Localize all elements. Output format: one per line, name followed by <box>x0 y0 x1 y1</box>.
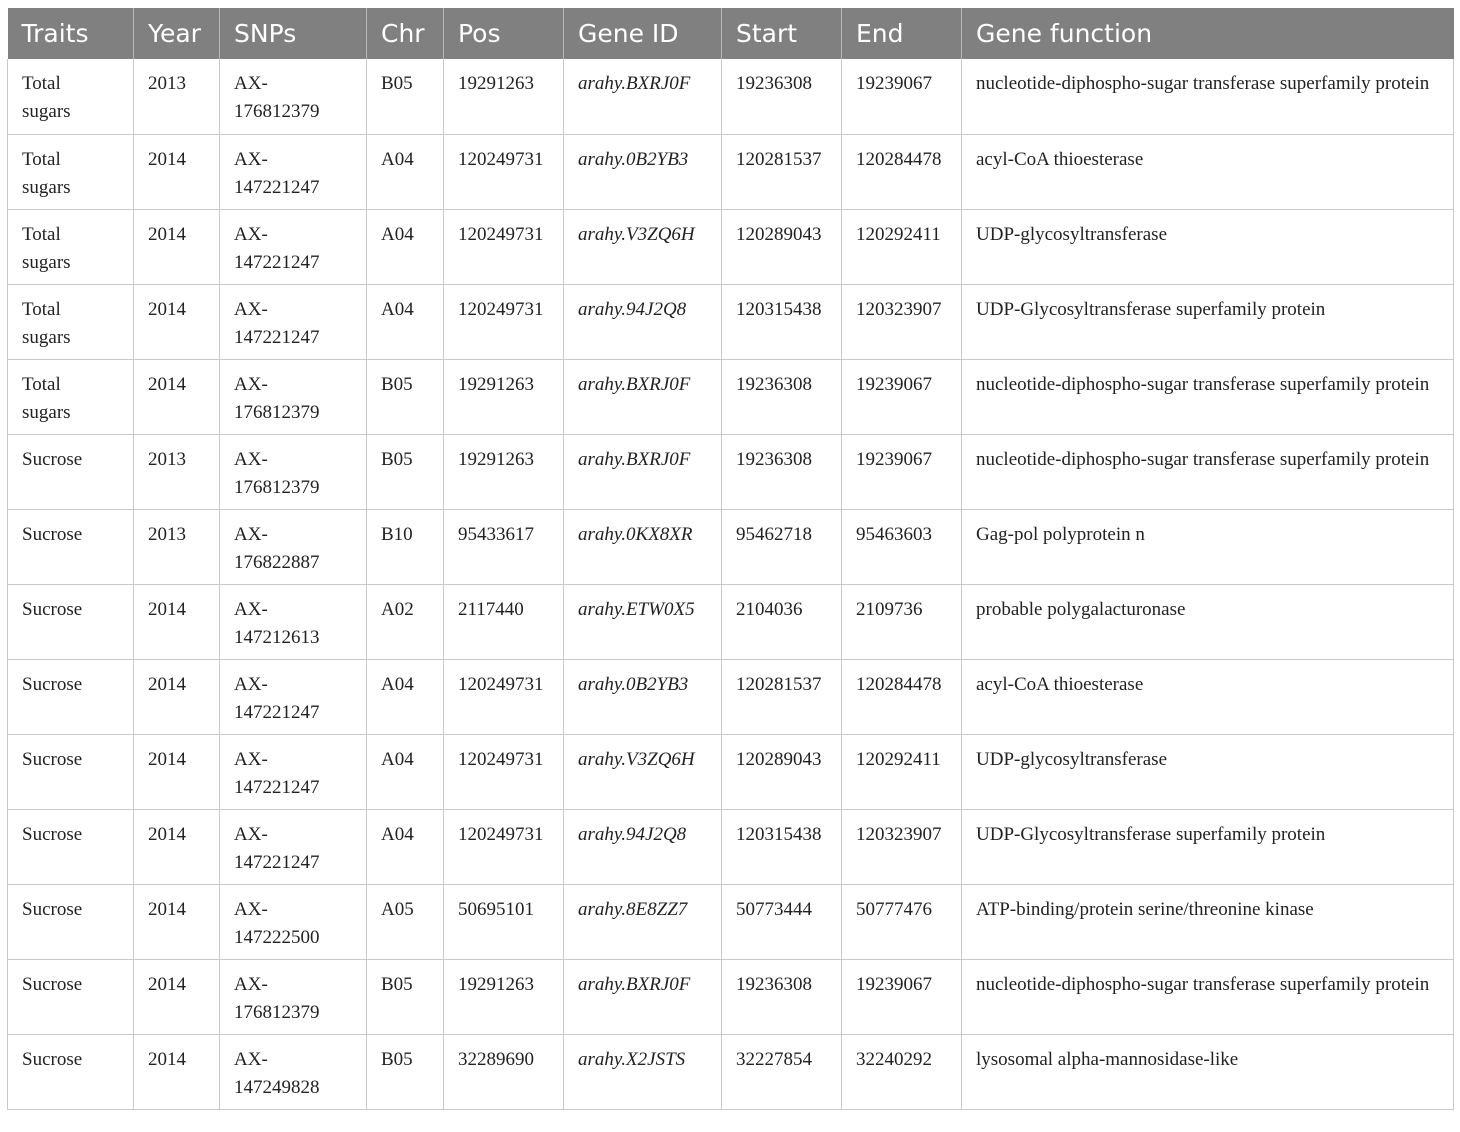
cell-start: 19236308 <box>722 359 842 434</box>
cell-snps: AX-147221247 <box>220 209 367 284</box>
table-row <box>8 1034 1454 1109</box>
cell-gene-id: arahy.X2JSTS <box>564 1034 722 1109</box>
column-header-year: Year <box>134 8 220 59</box>
cell-end: 120284478 <box>842 134 962 209</box>
cell-traits: Total sugars <box>8 284 134 359</box>
table-row <box>8 59 1454 134</box>
cell-start: 2104036 <box>722 584 842 659</box>
cell-chr: A04 <box>367 209 444 284</box>
cell-chr: A04 <box>367 134 444 209</box>
cell-end: 32240292 <box>842 1034 962 1109</box>
cell-snps: AX-147212613 <box>220 584 367 659</box>
cell-traits: Sucrose <box>8 884 134 959</box>
cell-gene-id: arahy.BXRJ0F <box>564 959 722 1034</box>
cell-chr: B05 <box>367 59 444 134</box>
cell-chr: A05 <box>367 884 444 959</box>
cell-start: 95462718 <box>722 509 842 584</box>
cell-pos: 32289690 <box>444 1034 564 1109</box>
cell-traits: Sucrose <box>8 659 134 734</box>
column-header-chr: Chr <box>367 8 444 59</box>
cell-pos: 120249731 <box>444 659 564 734</box>
cell-year: 2014 <box>134 659 220 734</box>
cell-start: 19236308 <box>722 59 842 134</box>
cell-pos: 50695101 <box>444 884 564 959</box>
cell-traits: Sucrose <box>8 734 134 809</box>
column-header-gene-id: Gene ID <box>564 8 722 59</box>
cell-end: 2109736 <box>842 584 962 659</box>
cell-end: 19239067 <box>842 959 962 1034</box>
cell-chr: A04 <box>367 659 444 734</box>
cell-start: 19236308 <box>722 434 842 509</box>
cell-end: 120292411 <box>842 734 962 809</box>
cell-start: 120281537 <box>722 134 842 209</box>
cell-gene-function: acyl-CoA thioesterase <box>962 659 1454 734</box>
cell-snps: AX-176812379 <box>220 359 367 434</box>
cell-gene-function: UDP-Glycosyltransferase superfamily protein <box>962 809 1454 884</box>
cell-gene-id: arahy.94J2Q8 <box>564 284 722 359</box>
cell-snps: AX-176812379 <box>220 59 367 134</box>
table-header <box>8 8 1454 59</box>
table-row <box>8 284 1454 359</box>
cell-chr: A04 <box>367 809 444 884</box>
cell-chr: A04 <box>367 734 444 809</box>
cell-gene-id: arahy.V3ZQ6H <box>564 734 722 809</box>
cell-gene-id: arahy.94J2Q8 <box>564 809 722 884</box>
column-header-snps: SNPs <box>220 8 367 59</box>
cell-year: 2014 <box>134 1034 220 1109</box>
cell-gene-id: arahy.0B2YB3 <box>564 659 722 734</box>
cell-year: 2014 <box>134 359 220 434</box>
cell-end: 50777476 <box>842 884 962 959</box>
cell-gene-id: arahy.ETW0X5 <box>564 584 722 659</box>
cell-chr: B05 <box>367 434 444 509</box>
cell-end: 19239067 <box>842 359 962 434</box>
cell-snps: AX-176812379 <box>220 959 367 1034</box>
cell-pos: 95433617 <box>444 509 564 584</box>
cell-traits: Sucrose <box>8 434 134 509</box>
cell-year: 2013 <box>134 434 220 509</box>
cell-year: 2014 <box>134 209 220 284</box>
cell-pos: 120249731 <box>444 284 564 359</box>
cell-year: 2014 <box>134 959 220 1034</box>
table-row <box>8 134 1454 209</box>
cell-year: 2014 <box>134 734 220 809</box>
table-row <box>8 959 1454 1034</box>
cell-start: 120315438 <box>722 809 842 884</box>
cell-end: 19239067 <box>842 59 962 134</box>
cell-snps: AX-176822887 <box>220 509 367 584</box>
table-row <box>8 809 1454 884</box>
cell-snps: AX-147221247 <box>220 659 367 734</box>
cell-snps: AX-147221247 <box>220 734 367 809</box>
cell-pos: 120249731 <box>444 734 564 809</box>
cell-chr: B10 <box>367 509 444 584</box>
header-row <box>8 8 1454 59</box>
cell-year: 2014 <box>134 584 220 659</box>
column-header-gene-function: Gene function <box>962 8 1454 59</box>
cell-traits: Total sugars <box>8 59 134 134</box>
cell-gene-id: arahy.BXRJ0F <box>564 59 722 134</box>
cell-traits: Total sugars <box>8 359 134 434</box>
cell-year: 2014 <box>134 134 220 209</box>
cell-snps: AX-147222500 <box>220 884 367 959</box>
cell-pos: 19291263 <box>444 434 564 509</box>
gene-table <box>7 8 1454 1110</box>
table-row <box>8 509 1454 584</box>
cell-end: 95463603 <box>842 509 962 584</box>
cell-gene-id: arahy.V3ZQ6H <box>564 209 722 284</box>
cell-snps: AX-147249828 <box>220 1034 367 1109</box>
cell-year: 2013 <box>134 509 220 584</box>
table-body <box>8 59 1454 1109</box>
table-row <box>8 734 1454 809</box>
cell-chr: B05 <box>367 959 444 1034</box>
cell-pos: 19291263 <box>444 59 564 134</box>
column-header-pos: Pos <box>444 8 564 59</box>
cell-end: 120284478 <box>842 659 962 734</box>
cell-gene-function: nucleotide-diphospho-sugar transferase superfamily protein <box>962 959 1454 1034</box>
cell-snps: AX-176812379 <box>220 434 367 509</box>
cell-year: 2014 <box>134 809 220 884</box>
column-header-start: Start <box>722 8 842 59</box>
column-header-end: End <box>842 8 962 59</box>
cell-gene-function: Gag-pol polyprotein n <box>962 509 1454 584</box>
cell-gene-function: probable polygalacturonase <box>962 584 1454 659</box>
cell-traits: Total sugars <box>8 134 134 209</box>
cell-gene-id: arahy.BXRJ0F <box>564 434 722 509</box>
cell-end: 120323907 <box>842 284 962 359</box>
cell-start: 120315438 <box>722 284 842 359</box>
cell-gene-function: acyl-CoA thioesterase <box>962 134 1454 209</box>
cell-gene-function: nucleotide-diphospho-sugar transferase superfamily protein <box>962 434 1454 509</box>
table-row <box>8 659 1454 734</box>
cell-gene-function: UDP-glycosyltransferase <box>962 734 1454 809</box>
cell-traits: Sucrose <box>8 809 134 884</box>
cell-gene-id: arahy.0B2YB3 <box>564 134 722 209</box>
cell-chr: A04 <box>367 284 444 359</box>
cell-traits: Sucrose <box>8 509 134 584</box>
cell-chr: A02 <box>367 584 444 659</box>
cell-start: 50773444 <box>722 884 842 959</box>
cell-pos: 120249731 <box>444 209 564 284</box>
cell-gene-function: lysosomal alpha-mannosidase-like <box>962 1034 1454 1109</box>
table-row <box>8 434 1454 509</box>
table-row <box>8 359 1454 434</box>
cell-end: 120292411 <box>842 209 962 284</box>
cell-traits: Sucrose <box>8 959 134 1034</box>
cell-year: 2014 <box>134 284 220 359</box>
table-row <box>8 209 1454 284</box>
cell-pos: 120249731 <box>444 809 564 884</box>
table-row <box>8 584 1454 659</box>
cell-pos: 19291263 <box>444 959 564 1034</box>
cell-start: 120289043 <box>722 734 842 809</box>
cell-end: 19239067 <box>842 434 962 509</box>
cell-start: 120281537 <box>722 659 842 734</box>
cell-gene-function: UDP-Glycosyltransferase superfamily protein <box>962 284 1454 359</box>
cell-gene-function: nucleotide-diphospho-sugar transferase superfamily protein <box>962 59 1454 134</box>
cell-gene-function: nucleotide-diphospho-sugar transferase superfamily protein <box>962 359 1454 434</box>
cell-chr: B05 <box>367 1034 444 1109</box>
cell-gene-id: arahy.0KX8XR <box>564 509 722 584</box>
cell-snps: AX-147221247 <box>220 134 367 209</box>
cell-traits: Sucrose <box>8 1034 134 1109</box>
cell-snps: AX-147221247 <box>220 809 367 884</box>
cell-year: 2013 <box>134 59 220 134</box>
cell-snps: AX-147221247 <box>220 284 367 359</box>
cell-pos: 120249731 <box>444 134 564 209</box>
cell-start: 19236308 <box>722 959 842 1034</box>
cell-pos: 2117440 <box>444 584 564 659</box>
cell-start: 32227854 <box>722 1034 842 1109</box>
cell-traits: Sucrose <box>8 584 134 659</box>
column-header-traits: Traits <box>8 8 134 59</box>
table-row <box>8 884 1454 959</box>
cell-chr: B05 <box>367 359 444 434</box>
cell-gene-function: UDP-glycosyltransferase <box>962 209 1454 284</box>
cell-traits: Total sugars <box>8 209 134 284</box>
cell-gene-id: arahy.BXRJ0F <box>564 359 722 434</box>
cell-gene-function: ATP-binding/protein serine/threonine kinase <box>962 884 1454 959</box>
cell-pos: 19291263 <box>444 359 564 434</box>
cell-year: 2014 <box>134 884 220 959</box>
cell-end: 120323907 <box>842 809 962 884</box>
cell-gene-id: arahy.8E8ZZ7 <box>564 884 722 959</box>
cell-start: 120289043 <box>722 209 842 284</box>
